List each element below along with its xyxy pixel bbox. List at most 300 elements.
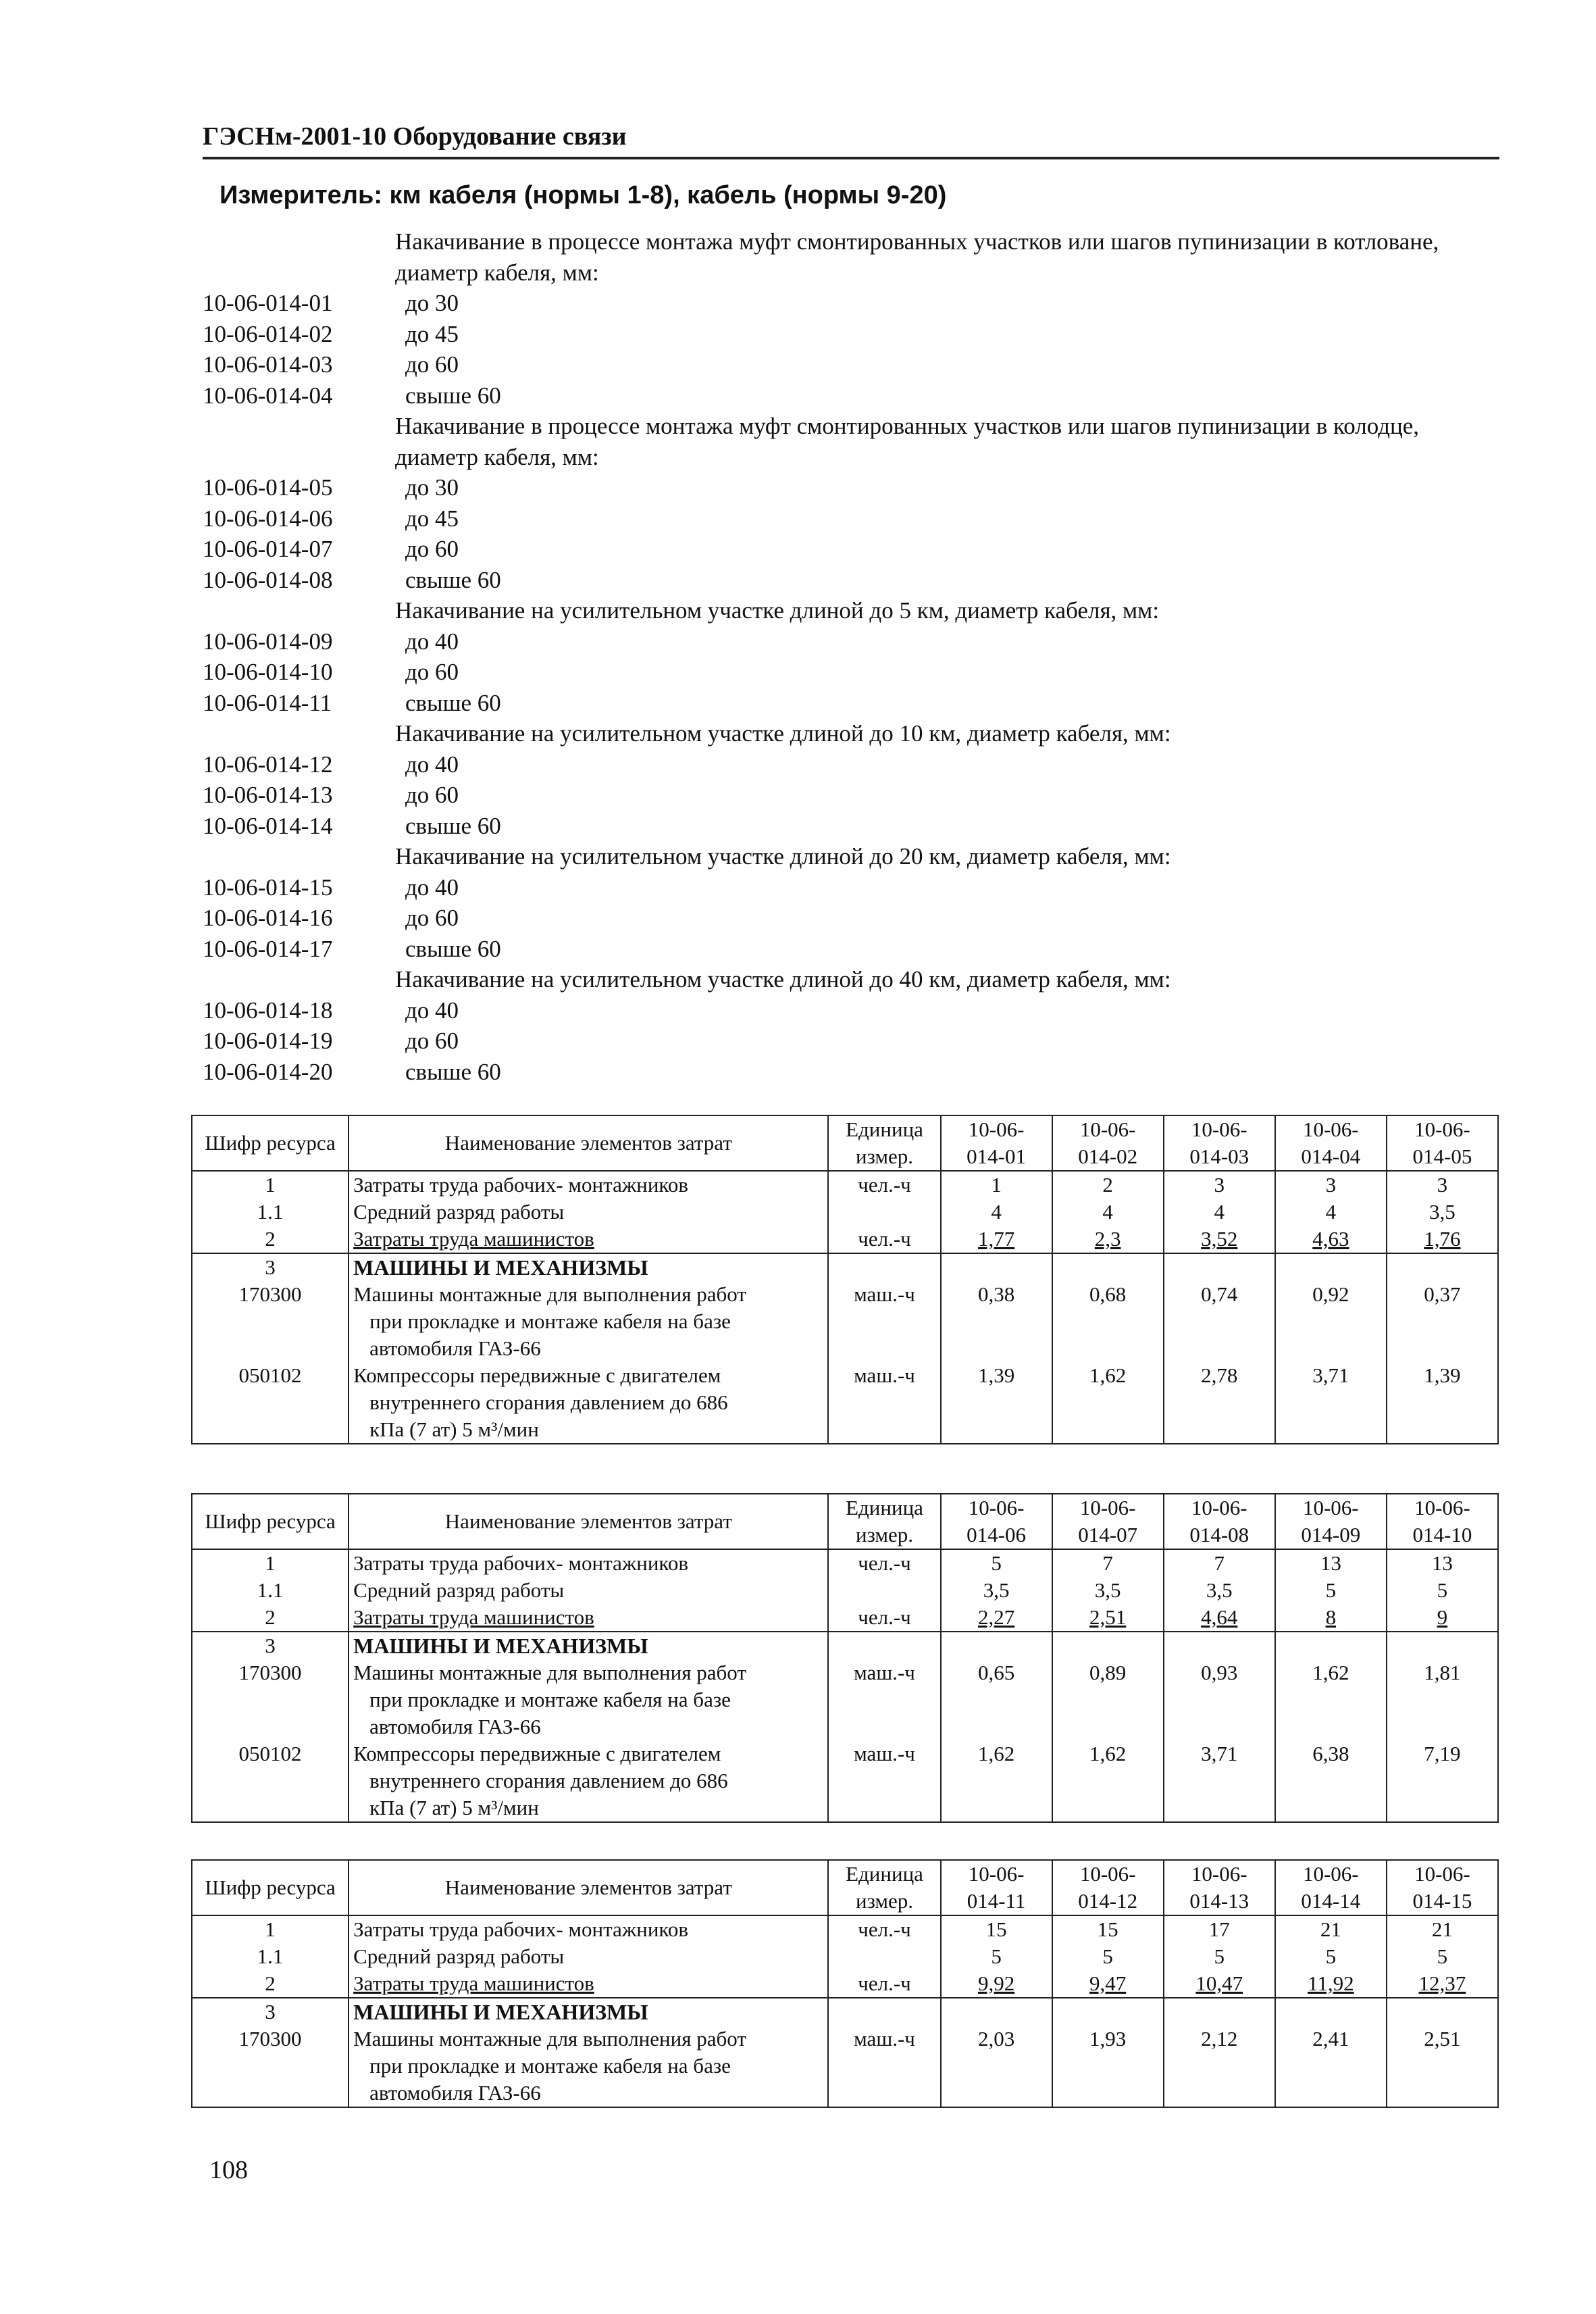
resource-value: 5 — [941, 1549, 1052, 1577]
norm-item — [203, 349, 1499, 380]
header-norm-code-line: 014-04 — [1301, 1145, 1361, 1168]
resource-code: 1 — [192, 1915, 349, 1943]
resource-value: 3 — [1387, 1171, 1498, 1199]
resource-name — [349, 1199, 828, 1226]
table-row — [192, 1998, 1498, 2026]
norm-code: 10-06-014-05 — [203, 474, 333, 501]
norm-desc: до 60 — [405, 782, 459, 808]
resource-name-line: кПа (7 ат) 5 м³/мин — [369, 1796, 539, 1819]
header-norm-code-line: 10-06- — [968, 1117, 1025, 1141]
resource-code: 050102 — [192, 1740, 349, 1822]
header-code: Шифр ресурса — [192, 1494, 349, 1549]
resource-name — [349, 1362, 828, 1444]
norm-desc: свыше 60 — [405, 1058, 501, 1085]
header-norm-code-line: 014-12 — [1078, 1889, 1138, 1913]
header-norm-code-line: 014-05 — [1412, 1145, 1472, 1168]
resource-value: 3,71 — [1164, 1740, 1275, 1822]
resource-unit — [828, 1577, 940, 1604]
resource-name-line: Затраты труда рабочих- монтажников — [353, 1173, 689, 1197]
resource-name — [349, 1253, 828, 1281]
resource-name-line: Машины монтажные для выполнения работ — [353, 1661, 746, 1684]
resource-value: 5 — [1387, 1577, 1498, 1604]
norm-item — [203, 872, 1499, 903]
header-norm-code-line: 10-06- — [1079, 1117, 1136, 1141]
header-norm-code-line: 10-06- — [1302, 1117, 1359, 1141]
resource-unit — [828, 1998, 940, 2026]
table-row — [192, 1199, 1498, 1226]
norm-code: 10-06-014-06 — [203, 505, 333, 532]
resource-value — [1164, 1632, 1275, 1659]
header-norm-code-line: 10-06- — [1079, 1496, 1136, 1519]
resource-value: 4 — [1164, 1199, 1275, 1226]
norm-code: 10-06-014-13 — [203, 782, 333, 808]
resource-value: 0,74 — [1164, 1281, 1275, 1362]
norm-desc: до 40 — [405, 997, 459, 1024]
norm-code: 10-06-014-20 — [203, 1058, 333, 1085]
header-norm-code-line: 014-11 — [967, 1889, 1026, 1913]
resource-name-line: Средний разряд работы — [353, 1200, 565, 1224]
resource-value: 7,19 — [1387, 1740, 1498, 1822]
resource-name — [349, 1998, 828, 2026]
norm-item — [203, 288, 1499, 319]
resource-unit — [828, 1253, 940, 1281]
header-unit-line2: измер. — [855, 1523, 914, 1546]
resource-value — [1052, 1253, 1164, 1281]
header-norm-code-line: 014-06 — [967, 1523, 1026, 1546]
norm-code: 10-06-014-07 — [203, 536, 333, 562]
resource-value: 4 — [941, 1199, 1052, 1226]
norm-desc: до 30 — [405, 290, 459, 316]
header-unit — [828, 1115, 940, 1171]
resource-value: 13 — [1387, 1549, 1498, 1577]
resource-value — [1164, 1253, 1275, 1281]
resource-value: 7 — [1164, 1549, 1275, 1577]
resource-value: 6,38 — [1275, 1740, 1387, 1822]
norm-code: 10-06-014-11 — [203, 689, 332, 716]
resource-name — [349, 1970, 828, 1998]
resource-value: 2,03 — [941, 2026, 1052, 2107]
resource-name-line: автомобиля ГАЗ-66 — [369, 1715, 541, 1738]
header-norm-code-line: 014-15 — [1412, 1889, 1472, 1913]
header-name: Наименование элементов затрат — [349, 1494, 828, 1549]
resource-value: 0,65 — [941, 1659, 1052, 1740]
header-norm-code-line: 10-06- — [1191, 1117, 1247, 1141]
resource-value: 15 — [1052, 1915, 1164, 1943]
norm-desc: свыше 60 — [405, 812, 501, 839]
resource-value: 0,89 — [1052, 1659, 1164, 1740]
table-row — [192, 1604, 1498, 1632]
resource-code: 170300 — [192, 1281, 349, 1362]
resource-value: 3 — [1164, 1171, 1275, 1199]
norm-item — [203, 319, 1499, 350]
resource-value: 2,78 — [1164, 1362, 1275, 1444]
table-row — [192, 1943, 1498, 1970]
resource-code: 3 — [192, 1632, 349, 1659]
resource-value: 9,47 — [1052, 1970, 1164, 1998]
resource-value: 21 — [1387, 1915, 1498, 1943]
header-norm-code — [941, 1115, 1052, 1171]
resource-value: 2,3 — [1052, 1226, 1164, 1253]
resource-value: 4 — [1052, 1199, 1164, 1226]
table-row — [192, 1226, 1498, 1253]
norm-desc: до 60 — [405, 905, 459, 931]
header-norm-code-line: 014-08 — [1189, 1523, 1250, 1546]
resource-name — [349, 1549, 828, 1577]
header-norm-code-line: 014-09 — [1301, 1523, 1361, 1546]
resource-code: 2 — [192, 1226, 349, 1253]
norm-item — [203, 995, 1499, 1026]
table-row — [192, 1577, 1498, 1604]
resource-value: 3,71 — [1275, 1362, 1387, 1444]
norm-group-heading: Накачивание в процессе монтажа муфт смонтированных участков или шагов пупинизации в котловане, диаметр кабеля, мм: — [395, 228, 1439, 286]
resource-name-line: Затраты труда рабочих- монтажников — [353, 1551, 689, 1575]
norm-item — [203, 472, 1499, 503]
resource-value: 21 — [1275, 1915, 1387, 1943]
resource-value: 0,37 — [1387, 1281, 1498, 1362]
header-norm-code — [941, 1494, 1052, 1549]
resource-name — [349, 1659, 828, 1740]
table-row — [192, 2026, 1498, 2107]
resource-code: 3 — [192, 1998, 349, 2026]
resource-name — [349, 1604, 828, 1632]
resource-value: 3,5 — [1052, 1577, 1164, 1604]
norm-desc: до 30 — [405, 474, 459, 501]
resource-unit: чел.-ч — [828, 1226, 940, 1253]
norm-desc: свыше 60 — [405, 689, 501, 716]
norm-item — [203, 1057, 1499, 1088]
resource-value: 15 — [941, 1915, 1052, 1943]
table-row — [192, 1549, 1498, 1577]
table-row — [192, 1362, 1498, 1444]
header-norm-code — [1275, 1494, 1387, 1549]
resource-value: 7 — [1052, 1549, 1164, 1577]
header-norm-code — [1387, 1860, 1498, 1915]
header-code: Шифр ресурса — [192, 1860, 349, 1915]
page-header: ГЭСНм-2001-10 Оборудование связи — [203, 122, 1499, 159]
table-row — [192, 1171, 1498, 1199]
header-norm-code-line: 10-06- — [1414, 1496, 1470, 1519]
resource-name — [349, 2026, 828, 2107]
header-norm-code-line: 014-02 — [1078, 1145, 1138, 1168]
norm-group-heading: Накачивание на усилительном участке длиной до 20 км, диаметр кабеля, мм: — [395, 843, 1171, 870]
header-unit — [828, 1494, 940, 1549]
resource-code: 1.1 — [192, 1199, 349, 1226]
header-norm-code-line: 014-03 — [1189, 1145, 1250, 1168]
resource-value: 1,62 — [1275, 1659, 1387, 1740]
resource-unit: чел.-ч — [828, 1970, 940, 1998]
norm-group-heading: Накачивание на усилительном участке длиной до 10 км, диаметр кабеля, мм: — [395, 720, 1171, 747]
norm-desc: до 40 — [405, 874, 459, 901]
header-norm-code — [1275, 1860, 1387, 1915]
resource-value: 1,62 — [941, 1740, 1052, 1822]
resource-value: 1,62 — [1052, 1740, 1164, 1822]
page-number: 108 — [209, 2156, 248, 2184]
resource-name — [349, 1171, 828, 1199]
table-row — [192, 1253, 1498, 1281]
resource-value: 2 — [1052, 1171, 1164, 1199]
resource-table-1 — [191, 1115, 1499, 1444]
resource-name-line: при прокладке и монтаже кабеля на базе — [369, 2054, 731, 2078]
header-unit-line1: Единица — [846, 1117, 923, 1141]
header-norm-code — [1052, 1860, 1164, 1915]
header-norm-code-line: 10-06- — [1302, 1862, 1359, 1886]
header-norm-code-line: 10-06- — [968, 1862, 1025, 1886]
norm-item — [203, 503, 1499, 534]
header-norm-code-line: 10-06- — [1414, 1117, 1470, 1141]
resource-value: 1,93 — [1052, 2026, 1164, 2107]
resource-name-line: Компрессоры передвижные с двигателем — [353, 1363, 721, 1387]
table-row — [192, 1281, 1498, 1362]
resource-code: 050102 — [192, 1362, 349, 1444]
header-norm-code-line: 014-13 — [1189, 1889, 1250, 1913]
norm-code: 10-06-014-14 — [203, 812, 333, 839]
resource-value: 5 — [1275, 1577, 1387, 1604]
norm-code: 10-06-014-04 — [203, 382, 333, 409]
resource-code: 170300 — [192, 1659, 349, 1740]
norm-code: 10-06-014-02 — [203, 320, 333, 347]
resource-value: 1,39 — [1387, 1362, 1498, 1444]
resource-name-line: Затраты труда машинистов — [353, 1227, 594, 1251]
header-norm-code-line: 014-07 — [1078, 1523, 1138, 1546]
resource-value — [1387, 1253, 1498, 1281]
resource-unit: маш.-ч — [828, 1281, 940, 1362]
resource-unit: маш.-ч — [828, 1740, 940, 1822]
norms-list — [203, 226, 1499, 1087]
resource-unit: чел.-ч — [828, 1171, 940, 1199]
norm-desc: свыше 60 — [405, 566, 501, 593]
header-norm-code-line: 014-14 — [1301, 1889, 1361, 1913]
resource-value: 4 — [1275, 1199, 1387, 1226]
resource-name-line: Средний разряд работы — [353, 1944, 565, 1968]
header-norm-code-line: 014-10 — [1412, 1523, 1472, 1546]
resource-value: 1,77 — [941, 1226, 1052, 1253]
resource-name-line: МАШИНЫ И МЕХАНИЗМЫ — [353, 2000, 648, 2024]
resource-value: 3,5 — [1164, 1577, 1275, 1604]
norm-desc: до 40 — [405, 628, 459, 655]
header-norm-code-line: 10-06- — [1302, 1496, 1359, 1519]
resource-name-line: кПа (7 ат) 5 м³/мин — [369, 1417, 539, 1441]
norm-code: 10-06-014-15 — [203, 874, 333, 901]
resource-name-line: Компрессоры передвижные с двигателем — [353, 1742, 721, 1765]
norm-item — [203, 903, 1499, 934]
resource-value — [1052, 1998, 1164, 2026]
table-row — [192, 1915, 1498, 1943]
resource-value — [1387, 1998, 1498, 2026]
resource-value: 0,38 — [941, 1281, 1052, 1362]
resource-name-line: при прокладке и монтаже кабеля на базе — [369, 1688, 731, 1711]
norm-desc: до 45 — [405, 505, 459, 532]
resource-unit — [828, 1199, 940, 1226]
resource-name-line: внутреннего сгорания давлением до 686 — [369, 1769, 728, 1792]
norm-group-heading: Накачивание на усилительном участке длиной до 5 км, диаметр кабеля, мм: — [395, 597, 1160, 624]
header-unit-line2: измер. — [855, 1145, 914, 1168]
norm-group-heading: Накачивание в процессе монтажа муфт смонтированных участков или шагов пупинизации в колодце, диаметр кабеля, мм: — [395, 413, 1420, 470]
norm-desc: до 60 — [405, 351, 459, 378]
resource-value — [1387, 1632, 1498, 1659]
header-unit-line1: Единица — [846, 1496, 923, 1519]
header-name: Наименование элементов затрат — [349, 1860, 828, 1915]
measure-title: Измеритель: км кабеля (нормы 1-8), кабель (нормы 9-20) — [220, 181, 947, 209]
resource-unit — [828, 1943, 940, 1970]
resource-value: 5 — [1052, 1943, 1164, 1970]
resource-name — [349, 1740, 828, 1822]
norm-code: 10-06-014-03 — [203, 351, 333, 378]
resource-name-line: автомобиля ГАЗ-66 — [369, 2081, 541, 2105]
resource-code: 2 — [192, 1604, 349, 1632]
header-norm-code — [1052, 1115, 1164, 1171]
norm-item — [203, 749, 1499, 780]
norm-desc: свыше 60 — [405, 935, 501, 962]
norm-code: 10-06-014-16 — [203, 905, 333, 931]
resource-table-2 — [191, 1493, 1499, 1823]
header-unit-line1: Единица — [846, 1862, 923, 1886]
norm-desc: до 60 — [405, 536, 459, 562]
norm-desc: до 40 — [405, 751, 459, 778]
norm-code: 10-06-014-08 — [203, 566, 333, 593]
resource-value: 3,52 — [1164, 1226, 1275, 1253]
resource-value: 17 — [1164, 1915, 1275, 1943]
norm-item — [203, 934, 1499, 965]
resource-code: 1.1 — [192, 1577, 349, 1604]
resource-value: 0,92 — [1275, 1281, 1387, 1362]
norm-code: 10-06-014-12 — [203, 751, 333, 778]
resource-table-3 — [191, 1859, 1499, 2108]
header-norm-code — [1164, 1494, 1275, 1549]
header-norm-code — [1164, 1115, 1275, 1171]
norm-code: 10-06-014-01 — [203, 290, 333, 316]
norm-item — [203, 688, 1499, 719]
resource-value: 5 — [941, 1943, 1052, 1970]
resource-name — [349, 1915, 828, 1943]
norm-item — [203, 565, 1499, 596]
resource-code: 3 — [192, 1253, 349, 1281]
resource-value: 3 — [1275, 1171, 1387, 1199]
resource-name-line: МАШИНЫ И МЕХАНИЗМЫ — [353, 1634, 648, 1658]
resource-value: 1,39 — [941, 1362, 1052, 1444]
resource-value: 0,93 — [1164, 1659, 1275, 1740]
resource-value: 0,68 — [1052, 1281, 1164, 1362]
header-norm-code-line: 10-06- — [968, 1496, 1025, 1519]
resource-value: 9,92 — [941, 1970, 1052, 1998]
resource-value — [1275, 1253, 1387, 1281]
resource-value — [941, 1632, 1052, 1659]
resource-code: 2 — [192, 1970, 349, 1998]
resource-unit — [828, 1632, 940, 1659]
resource-value: 5 — [1387, 1943, 1498, 1970]
norm-code: 10-06-014-18 — [203, 997, 333, 1024]
resource-value: 1 — [941, 1171, 1052, 1199]
header-norm-code-line: 10-06- — [1191, 1496, 1247, 1519]
norm-item — [203, 657, 1499, 688]
header-norm-code-line: 10-06- — [1191, 1862, 1247, 1886]
resource-name-line: автомобиля ГАЗ-66 — [369, 1336, 541, 1360]
resource-value — [1052, 1632, 1164, 1659]
resource-unit: чел.-ч — [828, 1604, 940, 1632]
header-norm-code — [1387, 1115, 1498, 1171]
resource-value: 3,5 — [1387, 1199, 1498, 1226]
resource-name-line: при прокладке и монтаже кабеля на базе — [369, 1309, 731, 1333]
norm-item — [203, 1026, 1499, 1057]
norm-group-heading: Накачивание на усилительном участке длиной до 40 км, диаметр кабеля, мм: — [395, 966, 1171, 992]
resource-value: 12,37 — [1387, 1970, 1498, 1998]
norm-item — [203, 626, 1499, 657]
norm-code: 10-06-014-09 — [203, 628, 333, 655]
resource-name — [349, 1943, 828, 1970]
resource-value: 11,92 — [1275, 1970, 1387, 1998]
header-norm-code-line: 014-01 — [967, 1145, 1026, 1168]
resource-name — [349, 1281, 828, 1362]
header-norm-code — [1275, 1115, 1387, 1171]
resource-value: 2,51 — [1052, 1604, 1164, 1632]
resource-unit: маш.-ч — [828, 2026, 940, 2107]
norm-item — [203, 380, 1499, 411]
resource-name — [349, 1226, 828, 1253]
header-name: Наименование элементов затрат — [349, 1115, 828, 1171]
resource-value — [941, 1253, 1052, 1281]
resource-value: 1,76 — [1387, 1226, 1498, 1253]
resource-unit: маш.-ч — [828, 1659, 940, 1740]
resource-name-line: внутреннего сгорания давлением до 686 — [369, 1390, 728, 1414]
header-norm-code-line: 10-06- — [1414, 1862, 1470, 1886]
resource-value: 5 — [1275, 1943, 1387, 1970]
norm-item — [203, 534, 1499, 565]
header-code: Шифр ресурса — [192, 1115, 349, 1171]
resource-unit: маш.-ч — [828, 1362, 940, 1444]
resource-value: 8 — [1275, 1604, 1387, 1632]
resource-value: 2,51 — [1387, 2026, 1498, 2107]
resource-value: 13 — [1275, 1549, 1387, 1577]
resource-name-line: Затраты труда машинистов — [353, 1605, 594, 1629]
header-norm-code — [941, 1860, 1052, 1915]
resource-value: 2,12 — [1164, 2026, 1275, 2107]
resource-value — [1275, 1998, 1387, 2026]
resource-code: 1.1 — [192, 1943, 349, 1970]
resource-value: 9 — [1387, 1604, 1498, 1632]
resource-value: 2,41 — [1275, 2026, 1387, 2107]
resource-unit: чел.-ч — [828, 1915, 940, 1943]
norm-item — [203, 780, 1499, 811]
resource-name-line: Машины монтажные для выполнения работ — [353, 2027, 746, 2051]
header-norm-code — [1164, 1860, 1275, 1915]
resource-code: 170300 — [192, 2026, 349, 2107]
table-row — [192, 1970, 1498, 1998]
header-norm-code-line: 10-06- — [1079, 1862, 1136, 1886]
resource-value: 1,62 — [1052, 1362, 1164, 1444]
resource-code: 1 — [192, 1171, 349, 1199]
resource-name-line: МАШИНЫ И МЕХАНИЗМЫ — [353, 1255, 648, 1280]
resource-code: 1 — [192, 1549, 349, 1577]
resource-value: 5 — [1164, 1943, 1275, 1970]
table-row — [192, 1740, 1498, 1822]
resource-name — [349, 1577, 828, 1604]
resource-value: 4,64 — [1164, 1604, 1275, 1632]
resource-value: 2,27 — [941, 1604, 1052, 1632]
header-norm-code — [1052, 1494, 1164, 1549]
resource-value — [1164, 1998, 1275, 2026]
resource-value: 10,47 — [1164, 1970, 1275, 1998]
norm-desc: до 60 — [405, 659, 459, 685]
resource-value: 4,63 — [1275, 1226, 1387, 1253]
resource-name-line: Машины монтажные для выполнения работ — [353, 1282, 746, 1306]
table-row — [192, 1659, 1498, 1740]
resource-value — [941, 1998, 1052, 2026]
resource-name-line: Средний разряд работы — [353, 1578, 565, 1602]
resource-name-line: Затраты труда машинистов — [353, 1971, 594, 1995]
norm-item — [203, 811, 1499, 842]
norm-desc: до 60 — [405, 1028, 459, 1054]
norm-code: 10-06-014-17 — [203, 935, 333, 962]
norm-code: 10-06-014-19 — [203, 1028, 333, 1054]
